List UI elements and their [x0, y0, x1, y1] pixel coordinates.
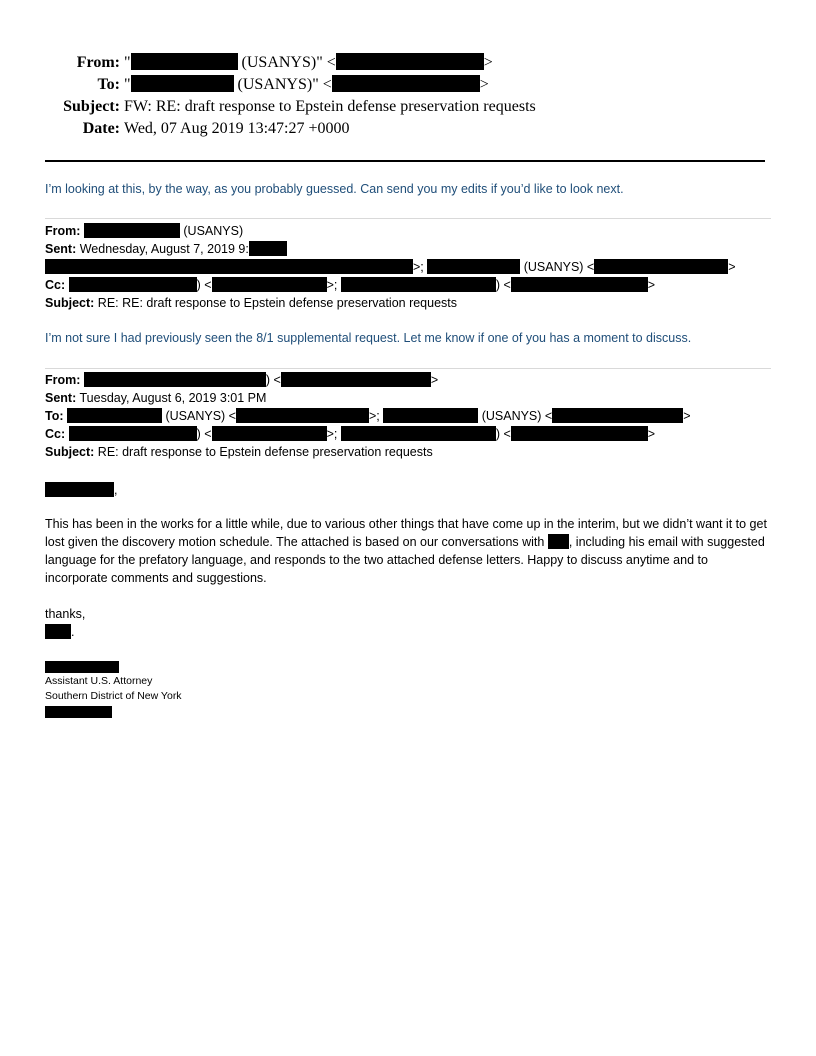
redaction	[249, 241, 287, 256]
message-divider	[45, 218, 771, 219]
redaction	[45, 661, 119, 673]
to-open-quote: "	[124, 76, 131, 93]
redaction	[212, 426, 327, 441]
msg2-subject-text: RE: draft response to Epstein defense preservation requests	[94, 445, 433, 459]
msg2-to-org2: (USANYS) <	[478, 409, 553, 423]
redaction	[341, 426, 496, 441]
redaction	[281, 372, 431, 387]
msg2-sent-row	[45, 389, 691, 407]
to-org: (USANYS)" <	[237, 76, 332, 93]
redaction	[236, 408, 369, 423]
msg2-sent-label: Sent:	[45, 391, 77, 405]
msg2-from-row	[45, 371, 691, 389]
msg2-to-row	[45, 407, 691, 425]
from-label: From:	[76, 54, 120, 71]
message-2-header	[45, 371, 691, 461]
to-label: To:	[97, 76, 120, 93]
redaction	[511, 277, 648, 292]
subject-label: Subject:	[63, 98, 120, 115]
intro-note: I’m looking at this, by the way, as you probably guessed. Can send you my edits if you’d like to look next.	[45, 182, 624, 196]
redaction	[594, 259, 728, 274]
header-from-row	[40, 52, 536, 74]
redaction	[511, 426, 648, 441]
from-org: (USANYS)" <	[241, 54, 336, 71]
msg2-cc-row	[45, 425, 691, 443]
msg1-cc-b: >;	[326, 278, 341, 292]
msg2-cc-close: >	[647, 427, 656, 441]
msg2-sent-text: Tuesday, August 6, 2019 3:01 PM	[76, 391, 267, 405]
body-part1: This has been in the works for a little while, due to various other things that have come up in the interim, but we didn’t want it to get lost given the discovery motion schedule. The attached is based on our conversations with	[45, 517, 767, 549]
msg2-cc-label: Cc:	[45, 427, 66, 441]
redaction	[67, 408, 162, 423]
msg1-to-org: (USANYS) <	[520, 260, 595, 274]
msg2-from-close: >	[430, 373, 439, 387]
redaction	[45, 624, 71, 639]
msg2-to-org1: (USANYS) <	[162, 409, 236, 423]
msg1-sent-row	[45, 240, 736, 258]
msg1-from-row	[45, 222, 736, 240]
msg1-to-close: >	[728, 260, 736, 274]
redaction	[212, 277, 327, 292]
msg2-subject-label: Subject:	[45, 445, 95, 459]
msg1-sent-text: Wednesday, August 7, 2019 9:	[76, 242, 249, 256]
header-to-row	[40, 74, 536, 96]
msg2-from-a: ) <	[265, 373, 281, 387]
msg2-subject-row	[45, 443, 691, 461]
redaction	[84, 223, 180, 238]
date-text: Wed, 07 Aug 2019 13:47:27 +0000	[124, 120, 350, 137]
redaction	[341, 277, 496, 292]
msg1-from-label: From:	[45, 224, 81, 238]
redaction	[552, 408, 683, 423]
date-label: Date:	[82, 120, 120, 137]
redaction	[131, 75, 234, 92]
email-header	[40, 52, 536, 140]
header-subject-row	[40, 96, 536, 118]
msg2-closing	[45, 605, 85, 641]
closing-text: thanks,	[45, 607, 86, 621]
msg1-from-org: (USANYS)	[179, 224, 244, 238]
initials-suffix: .	[71, 625, 75, 639]
msg2-cc-a: ) <	[196, 427, 212, 441]
msg1-to-row	[45, 258, 736, 276]
sig-office: Southern District of New York	[45, 690, 182, 702]
msg1-subject-label: Subject:	[45, 296, 95, 310]
signature-block	[45, 661, 182, 719]
msg2-to-label: To:	[45, 409, 64, 423]
msg1-cc-label: Cc:	[45, 278, 66, 292]
subject-text: FW: RE: draft response to Epstein defense preservation requests	[124, 98, 536, 115]
msg1-to-sep: >;	[413, 260, 428, 274]
msg1-cc-a: ) <	[196, 278, 212, 292]
redaction	[84, 372, 266, 387]
msg1-subject-text: RE: RE: draft response to Epstein defense preservation requests	[94, 296, 458, 310]
redaction	[336, 53, 484, 70]
msg1-cc-c: ) <	[495, 278, 511, 292]
body-part2: , including his email with suggested language for the prefatory language, and responds to the two attached defense letters. Happy to discuss anytime and to incorporate comments and suggestions.	[45, 535, 765, 585]
msg2-body	[45, 515, 773, 587]
redaction	[45, 259, 413, 274]
msg1-subject-row	[45, 294, 736, 312]
message-1-header	[45, 222, 736, 312]
msg2-from-label: From:	[45, 373, 81, 387]
msg1-cc-close: >	[647, 278, 656, 292]
msg2-to-close: >	[683, 409, 691, 423]
redaction	[131, 53, 238, 70]
header-divider	[45, 160, 765, 162]
from-open-quote: "	[124, 54, 131, 71]
redaction	[383, 408, 478, 423]
msg1-sent-label: Sent:	[45, 242, 77, 256]
redaction	[69, 426, 197, 441]
sig-title: Assistant U.S. Attorney	[45, 675, 153, 687]
msg2-to-sep: >;	[368, 409, 384, 423]
from-close: >	[483, 54, 493, 71]
greeting-suffix: ,	[114, 483, 118, 497]
redaction	[45, 482, 114, 497]
message-divider	[45, 368, 771, 369]
msg1-body: I’m not sure I had previously seen the 8/1 supplemental request. Let me know if one of you has a moment to discuss.	[45, 331, 692, 345]
redaction	[548, 534, 569, 549]
to-close: >	[479, 76, 489, 93]
redaction	[332, 75, 480, 92]
redaction	[427, 259, 520, 274]
msg2-greeting	[45, 481, 117, 499]
msg2-cc-b: >;	[326, 427, 341, 441]
redaction	[69, 277, 197, 292]
msg2-cc-c: ) <	[495, 427, 511, 441]
msg1-cc-row	[45, 276, 736, 294]
header-date-row	[40, 118, 536, 140]
redaction	[45, 706, 112, 718]
